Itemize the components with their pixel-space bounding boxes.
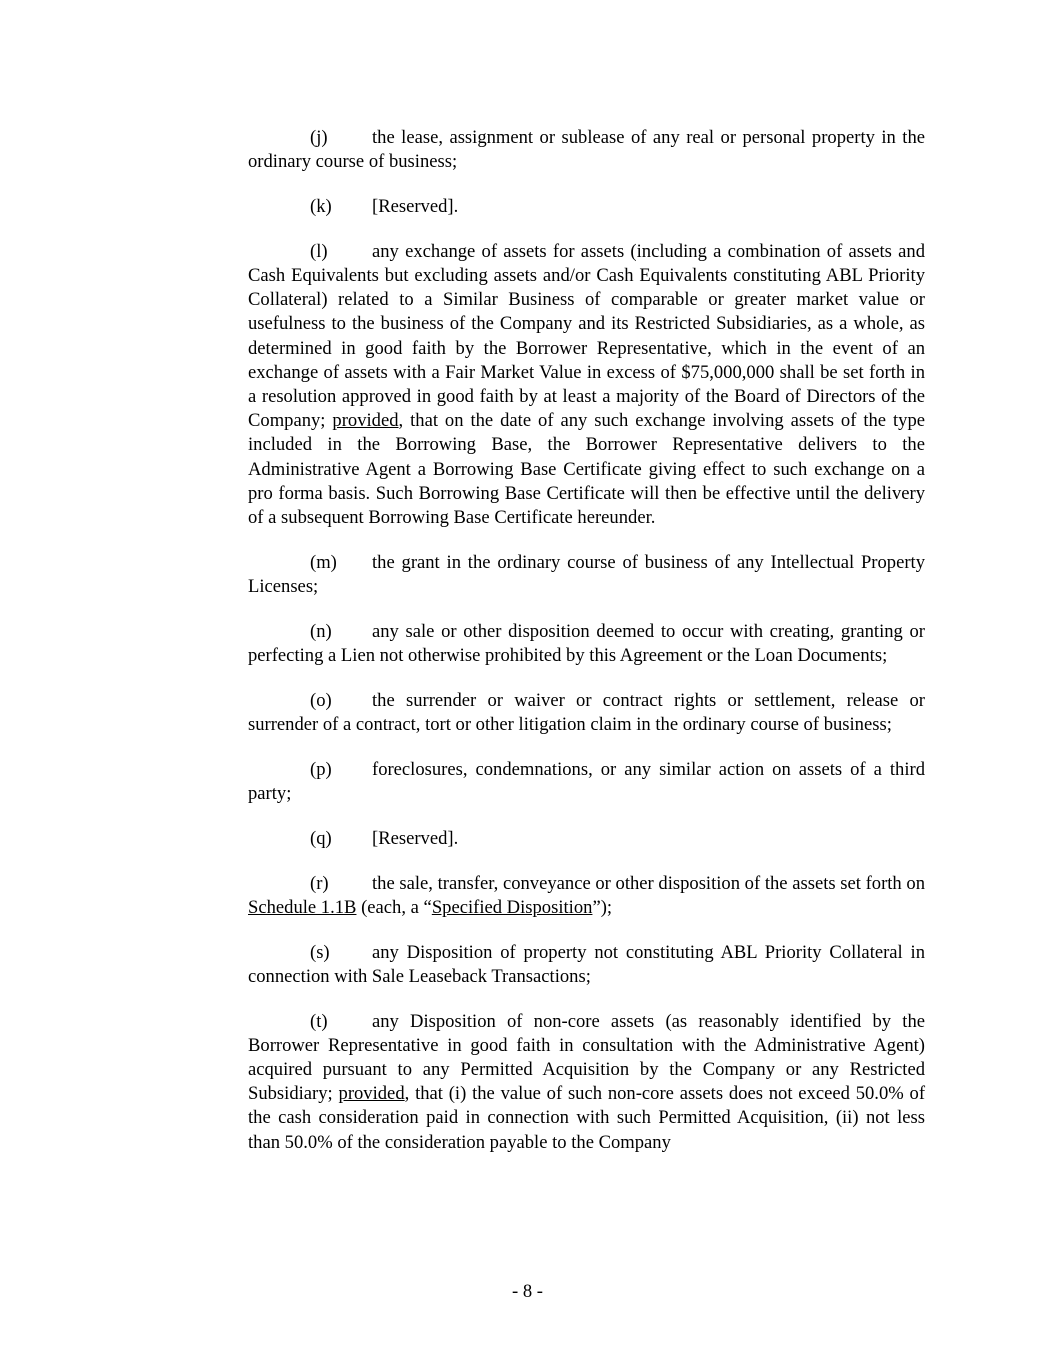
clause-text: any Disposition of non-core assets (as reasonably identified by the Borrower Representative in good faith in consultation with the Administrative Agent) acquired pursuant to any Permitted Acquisition by the Company or any Restricted Subsidiary; — [248, 1010, 925, 1105]
clause-text: the lease, assignment or sublease of any real or personal property in the ordinary course of business; — [248, 127, 925, 173]
clause-text: , that (i) the value of such non-core assets does not exceed 50.0% of the cash consideration paid in connection with such Permitted Acquisition, (ii) not less than 50.0% of the consideration payable to the Company — [248, 1083, 926, 1153]
clause-m — [248, 551, 925, 599]
clause-text: the grant in the ordinary course of business of any Intellectual Property Licenses; — [248, 551, 925, 598]
clause-text: (each, a “ — [356, 896, 432, 918]
clause-n — [248, 620, 925, 668]
clause-label: (o) — [310, 689, 332, 711]
clause-text: , that on the date of any such exchange involving assets of the type included in the Borrowing Base, the Borrower Representative delivers to the Administrative Agent a Borrowing Base Certificate giving effect to such exchange on a pro forma basis. Such Borrowing Base Certificate will then be effective until the delivery of a subsequent Borrowing Base Certificate hereunder. — [248, 410, 926, 529]
clause-j — [248, 126, 925, 174]
clause-label: (s) — [310, 941, 330, 963]
clause-text: [Reserved]. — [372, 827, 459, 849]
clause-label: (q) — [310, 827, 332, 849]
proviso-term: provided — [338, 1083, 405, 1105]
clause-text: [Reserved]. — [372, 196, 459, 217]
clause-label: (l) — [310, 240, 328, 262]
clause-label: (r) — [310, 872, 329, 894]
schedule-reference: Schedule 1.1B — [248, 896, 357, 918]
clause-k — [248, 195, 925, 219]
clause-l — [248, 240, 925, 530]
clause-text: foreclosures, condemnations, or any similar action on assets of a third party; — [248, 758, 925, 805]
clause-p — [248, 758, 925, 806]
clause-label: (n) — [310, 620, 332, 642]
clause-text: the sale, transfer, conveyance or other disposition of the assets set forth on — [372, 872, 925, 894]
proviso-term: provided — [332, 410, 399, 432]
clause-label: (t) — [310, 1010, 328, 1032]
clause-t — [248, 1010, 925, 1155]
clause-label: (p) — [310, 758, 332, 780]
clause-text: the surrender or waiver or contract rights or settlement, release or surrender of a contract, tort or other litigation claim in the ordinary course of business; — [248, 689, 925, 736]
clause-label: (m) — [310, 551, 337, 573]
clause-r — [248, 872, 925, 920]
clause-s — [248, 941, 925, 989]
clause-text: any exchange of assets for assets (including a combination of assets and Cash Equivalents but excluding assets and/or Cash Equivalents constituting ABL Priority Collateral) related to a Similar Business of comparable or greater market value or usefulness to the business of the Company and its Restricted Subsidiaries, as a whole, as determined in good faith by the Borrower Representative, which in the event of an exchange of assets with a Fair Market Value in excess of $75,000,000 shall be set forth in a resolution approved in good faith by at least a majority of the Board of Directors of the Company; — [248, 240, 925, 432]
clause-q — [248, 827, 925, 851]
page-number: - 8 - — [512, 1281, 543, 1302]
defined-term: Specified Disposition — [431, 896, 593, 918]
document-body — [248, 126, 925, 1175]
clause-label: (j) — [310, 127, 328, 148]
clause-text: any Disposition of property not constituting ABL Priority Collateral in connection with Sale Leaseback Transactions; — [248, 941, 925, 987]
clause-text: ”); — [592, 896, 613, 918]
clause-o — [248, 689, 925, 737]
clause-text: any sale or other disposition deemed to occur with creating, granting or perfecting a Lien not otherwise prohibited by this Agreement or the Loan Documents; — [248, 620, 925, 667]
clause-label: (k) — [310, 196, 332, 217]
